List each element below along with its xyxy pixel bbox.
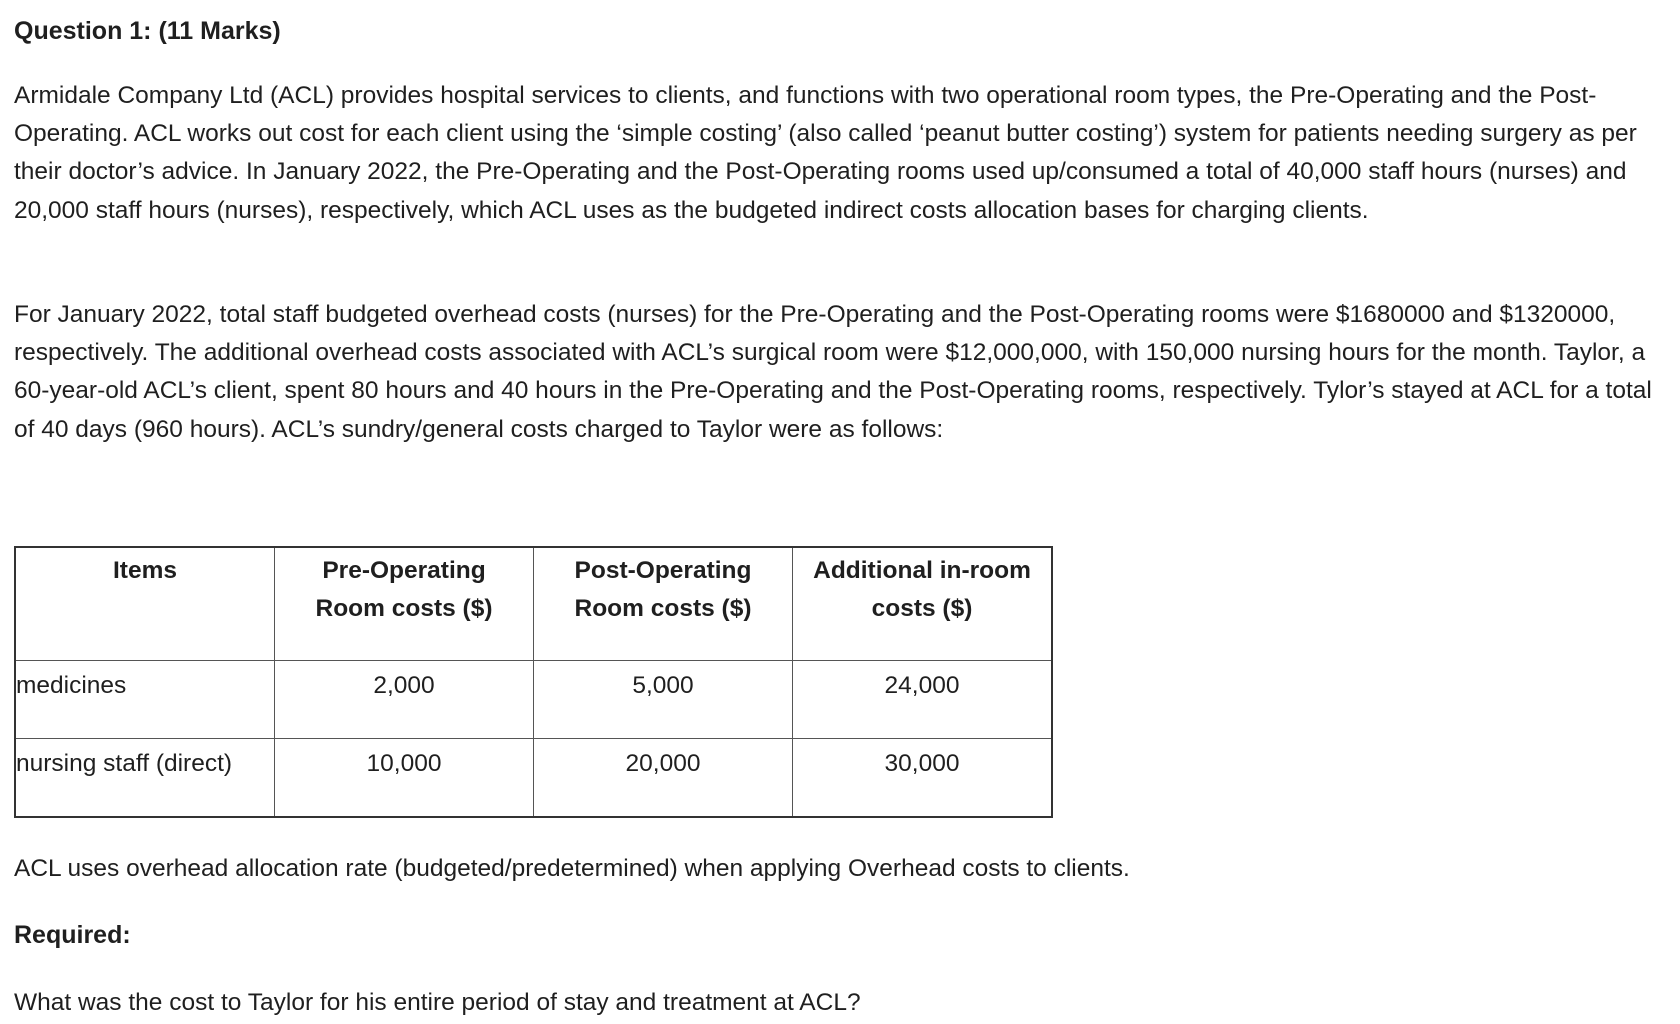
cell-post: 20,000: [534, 739, 793, 818]
header-items: [15, 547, 275, 661]
cell-pre: 10,000: [275, 739, 534, 818]
cell-additional: 24,000: [793, 661, 1053, 739]
budget-paragraph: For January 2022, total staff budgeted overhead costs (nurses) for the Pre-Operating and the Post-Operating rooms were $1680000 and $1320000, respectively. The additional overhead costs associated with ACL’s surgical room were $12,000,000, with 150,000 nursing hours for the month. Taylor, a 60-year-old ACL’s client, spent 80 hours and 40 hours in the Pre-Operating and the Post-Operating rooms, respectively. Tylor’s stayed at ACL for a total of 40 days (960 hours). ACL’s sundry/general costs charged to Taylor were as follows:: [14, 301, 1652, 443]
table-header-row: [15, 547, 1052, 661]
required-label: Required:: [14, 921, 131, 949]
header-post-operating: [534, 547, 793, 661]
table-row: [15, 661, 1052, 739]
cell-post: 5,000: [534, 661, 793, 739]
table-row: [15, 739, 1052, 818]
header-add-line1: Additional in-room: [813, 557, 1031, 584]
cell-item: nursing staff (direct): [15, 739, 275, 818]
cell-additional: 30,000: [793, 739, 1053, 818]
cell-item: medicines: [15, 661, 275, 739]
header-items-label: Items: [112, 557, 177, 584]
header-post-line2: Room costs ($): [574, 595, 752, 622]
sundry-costs-table: [14, 546, 1053, 818]
question-title: Question 1: (11 Marks): [14, 17, 281, 45]
cell-pre: 2,000: [275, 661, 534, 739]
header-pre-line2: Room costs ($): [315, 595, 493, 622]
question-text: What was the cost to Taylor for his entire period of stay and treatment at ACL?: [14, 989, 861, 1016]
intro-paragraph: Armidale Company Ltd (ACL) provides hospital services to clients, and functions with two operational room types, the Pre-Operating and the Post-Operating. ACL works out cost for each client using the ‘simple costing’ (also called ‘peanut butter costing’) system for patients needing surgery as per their doctor’s advice. In January 2022, the Pre-Operating and the Post-Operating rooms used up/consumed a total of 40,000 staff hours (nurses) and 20,000 staff hours (nurses), respectively, which ACL uses as the budgeted indirect costs allocation bases for charging clients.: [14, 82, 1637, 224]
header-add-line2: costs ($): [871, 595, 973, 622]
header-post-line1: Post-Operating: [574, 557, 752, 584]
rate-paragraph: ACL uses overhead allocation rate (budgeted/predetermined) when applying Overhead costs to clients.: [14, 855, 1130, 882]
header-pre-line1: Pre-Operating: [322, 557, 486, 584]
header-pre-operating: [275, 547, 534, 661]
header-additional: [793, 547, 1053, 661]
